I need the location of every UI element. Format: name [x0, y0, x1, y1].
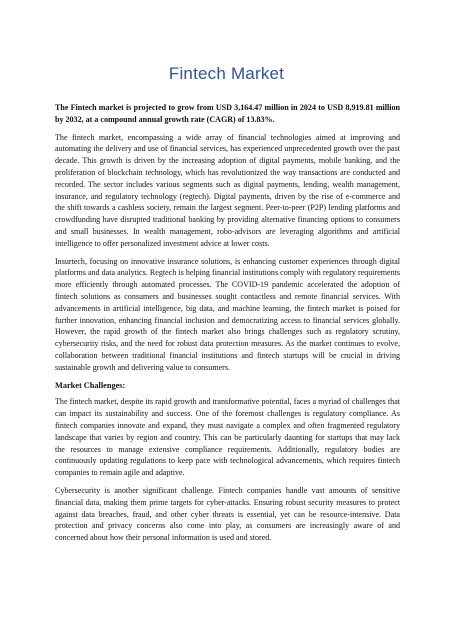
section-paragraph: The fintech market, despite its rapid growth and transformative potential, faces a myriad of challenges that can impact its sustainability and success. One of the foremost challenges is regulatory compliance. As fintech companies innovate and expand, they must navigate a complex and often fragmented regulatory landscape that varies by region and country. This can be particularly daunting for startups that may lack the resources to manage extensive compliance requirements. Additionally, regulatory bodies are continuously updating regulations to keep pace with technological advancements, which requires fintech companies to remain agile and adaptive.: [55, 397, 400, 478]
lead-paragraph: The Fintech market is projected to grow from USD 3,164.47 million in 2024 to USD 8,919.81 million by 2032, at a compound annual growth rate (CAGR) of 13.83%.: [55, 103, 400, 124]
document-body: [55, 102, 400, 550]
body-paragraph: The fintech market, encompassing a wide array of financial technologies aimed at improving and automating the delivery and use of financial services, has experienced unprecedented growth over the past decade. This growth is driven by the increasing adoption of digital payments, mobile banking, and the proliferation of blockchain technology, which has revolutionized the way transactions are conducted and recorded. The sector includes various segments such as digital payments, lending, wealth management, insurance, and regulatory technology (regtech). Digital payments, driven by the rise of e-commerce and the shift towards a cashless society, remain the largest segment. Peer-to-peer (P2P) lending platforms and crowdfunding have disrupted traditional banking by providing alternative financing options to consumers and small businesses. In wealth management, robo-advisors are leveraging algorithms and artificial intelligence to offer personalized investment advice at lower costs.: [55, 132, 400, 248]
section-paragraph: Cybersecurity is another significant challenge. Fintech companies handle vast amounts of sensitive financial data, making them prime targets for cyber-attacks. Ensuring robust security measures to protect against data breaches, fraud, and other cyber threats is essential, yet can be resource-intensive. Data protection and privacy concerns also come into play, as consumers are increasingly aware of and concerned about how their personal information is used and stored.: [55, 485, 400, 543]
section-heading: Market Challenges:: [55, 380, 126, 390]
body-paragraph: Insurtech, focusing on innovative insurance solutions, is enhancing customer experiences through digital platforms and data analytics. Regtech is helping financial institutions comply with regulatory requirements more efficiently through automated processes. The COVID-19 pandemic accelerated the adoption of fintech solutions as consumers and businesses sought contactless and remote financial services. With advancements in artificial intelligence, big data, and machine learning, the fintech market is poised for further innovation, enhancing financial inclusion and democratizing access to financial services globally. However, the rapid growth of the fintech market also brings challenges such as regulatory scrutiny, cybersecurity risks, and the need for robust data protection measures. As the market continues to evolve, collaboration between traditional financial institutions and fintech startups will be crucial in driving sustainable growth and delivering value to consumers.: [55, 256, 400, 372]
page-title: Fintech Market: [168, 64, 285, 83]
